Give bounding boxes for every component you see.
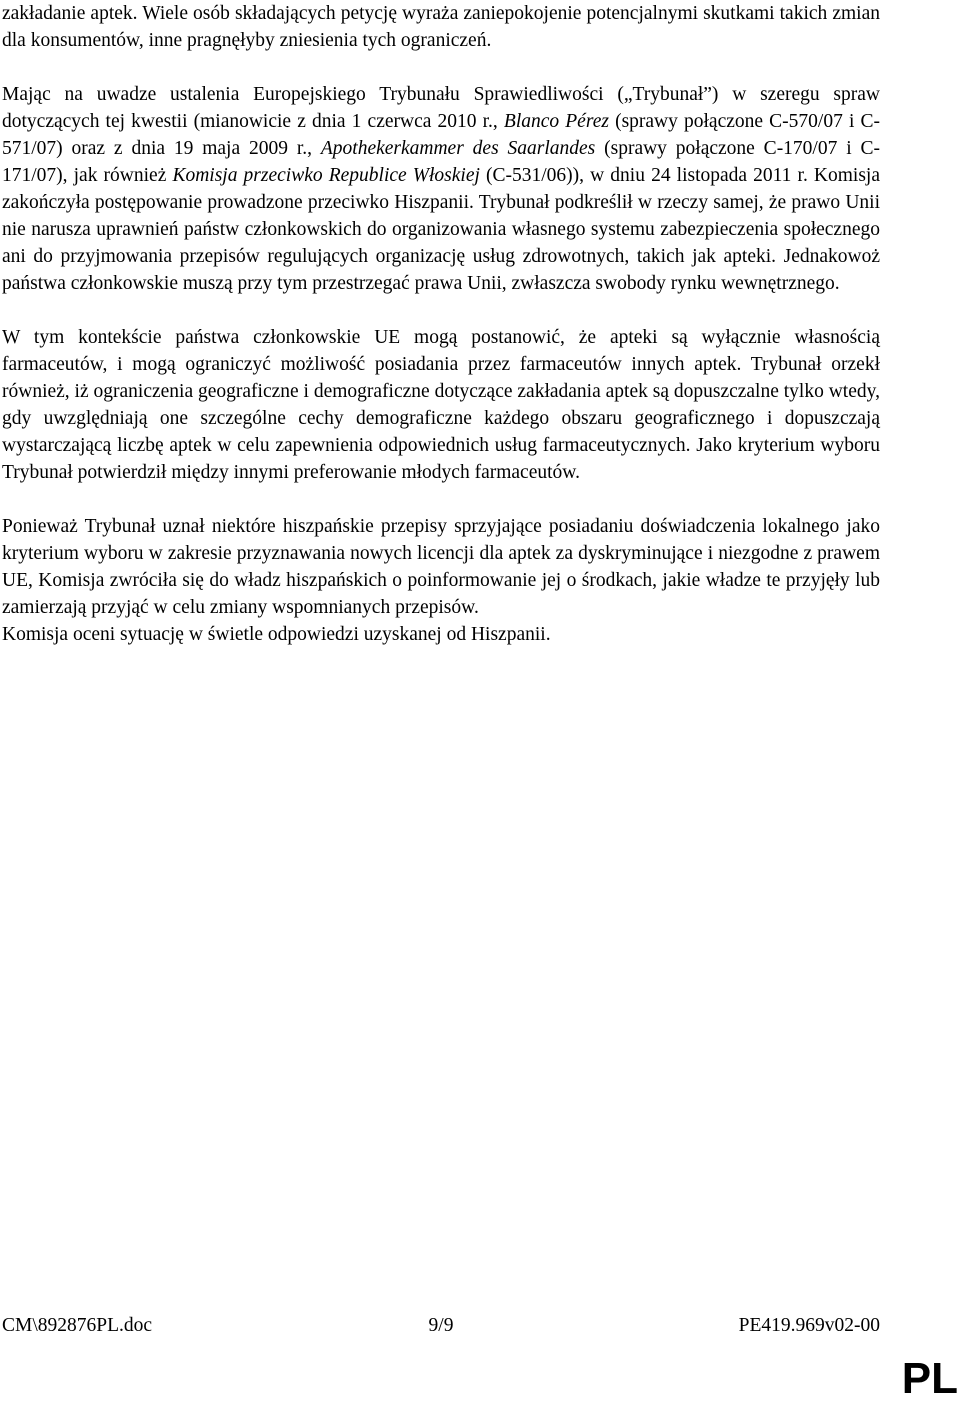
italic-text: Apothekerkammer des Saarlandes [320,138,596,159]
text-run: Komisja oceni sytuację w świetle odpowiedzi uzyskanej od Hiszpanii. [2,624,551,645]
paragraph [2,81,880,297]
text-run: Ponieważ Trybunał uznał niektóre hiszpańskie przepisy sprzyjające posiadaniu doświadczenia lokalnego jako kryterium wyboru w zakresie przyznawania nowych licencji dla aptek za dyskryminujące i niezgodne z prawem UE, Komisja zwróciła się do władz hiszpańskich o poinformowanie jej o środkach, jakie władze te przyjęły lub zamierzają przyjąć w celu zmiany wspomnianych przepisów. [2,516,880,618]
paragraph [2,0,880,54]
paragraph [2,621,880,648]
page-footer [2,1312,880,1340]
text-run: (C-531/06)), w dniu 24 listopada 2011 r. Komisja zakończyła postępowanie prowadzone przeciwko Hiszpanii. Trybunał podkreślił w rzeczy samej, że prawo Unii nie narusza uprawnień państw członkowskich do organizowania własnego systemu zabezpieczenia społecznego ani do przyjmowania przepisów regulujących organizację usług zdrowotnych, takich jak apteki. Jednakowoż państwa członkowskie muszą przy tym przestrzegać prawa Unii, zwłaszcza swobody rynku wewnętrznego. [2,165,880,294]
footer-page-number: 9/9 [428,1315,454,1336]
text-run: (sprawy połączone C-170/07 i C-171/07), jak również [2,138,880,186]
italic-text: Blanco Pérez [503,111,609,132]
text-run: (sprawy połączone C-570/07 i C-571/07) oraz z dnia 19 maja 2009 r., [2,111,880,159]
italic-text: Komisja przeciwko Republice Włoskiej [172,165,480,186]
text-run: zakładanie aptek. Wiele osób składających petycję wyraża zaniepokojenie potencjalnymi skutkami takich zmian dla konsumentów, inne pragnęłyby zniesienia tych ograniczeń. [2,3,880,51]
language-badge: PL [901,1354,958,1403]
document-body [2,0,880,648]
text-run: W tym kontekście państwa członkowskie UE mogą postanowić, że apteki są wyłącznie własnością farmaceutów, i mogą ograniczyć możliwość posiadania przez farmaceutów innych aptek. Trybunał orzekł również, iż ograniczenia geograficzne i demograficzne dotyczące zakładania aptek są dopuszczalne tylko wtedy, gdy uwzględniają one szczególne cechy demograficzne każdego obszaru geograficznego i dopuszczają wystarczającą liczbę aptek w celu zapewnienia odpowiednich usług farmaceutycznych. Jako kryterium wyboru Trybunał potwierdził między innymi preferowanie młodych farmaceutów. [2,327,880,483]
paragraph [2,324,880,486]
footer-reference: PE419.969v02-00 [738,1315,880,1336]
footer-file-name: CM\892876PL.doc [2,1315,153,1336]
paragraph [2,513,880,621]
text-run: Mając na uwadze ustalenia Europejskiego Trybunału Sprawiedliwości („Trybunał”) w szeregu spraw dotyczących tej kwestii (mianowicie z dnia 1 czerwca 2010 r., [2,84,880,132]
